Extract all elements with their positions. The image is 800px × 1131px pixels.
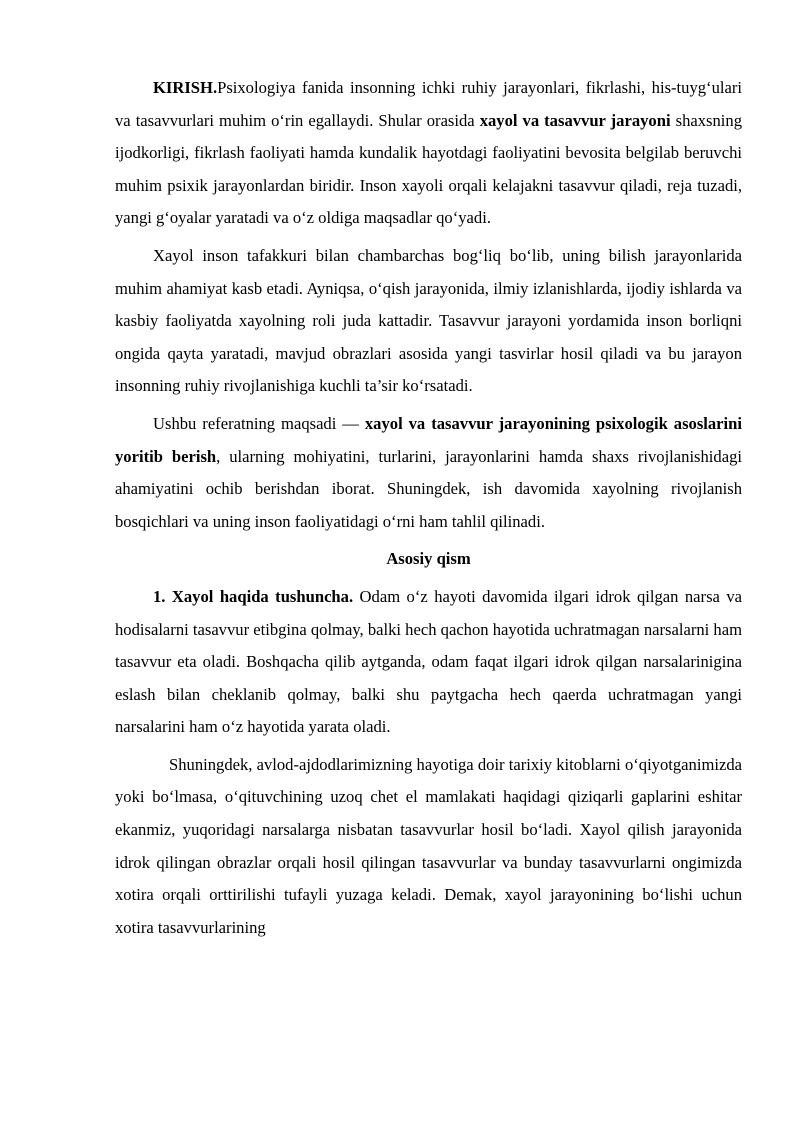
- paragraph-3: [115, 408, 742, 538]
- paragraph-4: [115, 581, 742, 744]
- paragraph-4-subheading: 1. Xayol haqida tushuncha.: [153, 586, 354, 606]
- paragraph-5: Shuningdek, avlod-ajdodlarimizning hayotiga doir tarixiy kitoblarni o‘qiyotganimizda yoki bo‘lmasa, o‘qituvchining uzoq chet el mamlakati haqidagi qiziqarli gaplarini eshitar ekanmiz, yuqoridagi narsalarga nisbatan tasavvurlar hosil bo‘ladi. Xayol qilish jarayonida idrok qilingan obrazlar orqali hosil qilingan tasavvurlar va bunday tasavvurlarni ongimizda xotira orqali orttirilishi tufayli yuzaga keladi. Demak, xayol jarayonining bo‘lishi uchun xotira tasavvurlarining: [115, 754, 742, 937]
- document-body: [115, 72, 742, 949]
- paragraph-3-text-1: Ushbu referatning maqsadi —: [153, 413, 365, 433]
- paragraph-3-bold-goal: xayol va tasavvur jarayonining psixologik asoslarini yoritib berish: [115, 413, 742, 466]
- intro-text-2: shaxsning ijodkorligi, fikrlash faoliyati hamda kundalik hayotdagi faoliyatini bevosita belgilab beruvchi muhim psixik jarayonlardan biridir. Inson xayoli orqali kelajakni tasavvur qiladi, reja tuzadi, yangi g‘oyalar yaratadi va o‘z oldiga maqsadlar qo‘yadi.: [115, 110, 742, 228]
- intro-lead-bold: KIRISH.: [153, 78, 218, 97]
- paragraph-2: Xayol inson tafakkuri bilan chambarchas bog‘liq bo‘lib, uning bilish jarayonlarida muhim ahamiyat kasb etadi. Ayniqsa, o‘qish jarayonida, ilmiy izlanishlarda, ijodiy ishlarda va kasbiy faoliyatda xayolning roli juda kattadir. Tasavvur jarayoni yordamida inson borliqni ongida qayta yaratadi, mavjud obrazlari asosida yangi tasvirlar hosil qiladi va bu jarayon insonning ruhiy rivojlanishiga kuchli ta’sir ko‘rsatadi.: [115, 245, 742, 396]
- section-heading: Asosiy qism: [386, 549, 471, 569]
- paragraph-3-text-2: , ularning mohiyatini, turlarini, jarayonlarini hamda shaxs rivojlanishidagi ahamiyatini ochib berishdan iborat. Shuningdek, ish davomida xayolning rivojlanish bosqichlari va uning inson faoliyatidagi o‘rni ham tahlil qilinadi.: [115, 446, 742, 531]
- paragraph-4-text: Odam o‘z hayoti davomida ilgari idrok qilgan narsa va hodisalarni tasavvur etibgina qolmay, balki hech qachon hayotida uchratmagan narsalarni ham tasavvur eta oladi. Boshqacha qilib aytganda, odam faqat ilgari idrok qilgan narsalarinigina eslash bilan cheklanib qolmay, balki shu paytgacha hech qaerda uchratmagan yangi narsalarini ham o‘z hayotida yarata oladi.: [115, 586, 742, 737]
- intro-paragraph: [115, 72, 742, 235]
- intro-text-1: Psixologiya fanida insonning ichki ruhiy jarayonlari, fikrlashi, his-tuyg‘ulari va tasavvurlari muhim o‘rin egallaydi. Shular orasida: [115, 78, 742, 130]
- intro-bold-term: xayol va tasavvur jarayoni: [479, 110, 671, 130]
